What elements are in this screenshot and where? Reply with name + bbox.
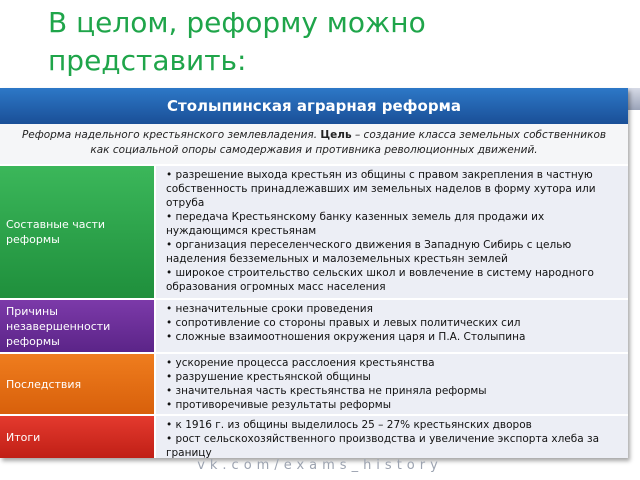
subtitle-goal-text: – создание класса земельных собственников как социальной опоры самодержавия и противника революционных движений. (90, 129, 607, 156)
list-item: • к 1916 г. из общины выделилось 25 – 27% крестьянских дворов (166, 418, 622, 432)
table-subtitle (0, 124, 628, 164)
list-item: • широкое строительство сельских школ и вовлечение в систему народного образования огромных масс населения (166, 266, 622, 294)
window-edge (628, 88, 640, 110)
list-item: • передача Крестьянскому банку казенных земель для продажи их нуждающимся крестьянам (166, 210, 622, 238)
list-item: • разрешение выхода крестьян из общины с правом закрепления в частную собственность принадлежавших им земельных наделов в форму хутора или отруба (166, 168, 622, 210)
row-items (154, 416, 628, 458)
list-item: • сопротивление со стороны правых и левых политических сил (166, 316, 622, 330)
list-item: • разрушение крестьянской общины (166, 370, 622, 384)
row-items (154, 354, 628, 414)
list-item: • ускорение процесса расслоения крестьянства (166, 356, 622, 370)
row-category: Итоги (0, 416, 154, 458)
list-item: • незначительные сроки проведения (166, 302, 622, 316)
table-row (0, 352, 628, 414)
list-item: • организация переселенческого движения в Западную Сибирь с целью наделения безземельных и малоземельных крестьян землей (166, 238, 622, 266)
list-item: • противоречивые результаты реформы (166, 398, 622, 412)
table-row (0, 164, 628, 298)
list-item: • рост сельскохозяйственного производства и увеличение экспорта хлеба за границу (166, 432, 622, 460)
table-header: Столыпинская аграрная реформа (0, 88, 628, 124)
row-items (154, 166, 628, 298)
list-item: • сложные взаимоотношения окружения царя и П.А. Столыпина (166, 330, 622, 344)
subtitle-prefix: Реформа надельного крестьянского землевладения. (21, 129, 318, 141)
table-row (0, 298, 628, 352)
row-category: Последствия (0, 354, 154, 414)
row-category: Причины незавершенности реформы (0, 300, 154, 352)
row-category: Составные части реформы (0, 166, 154, 298)
reform-table (0, 88, 628, 458)
subtitle-goal-label: Цель (320, 129, 352, 141)
watermark: vk.com/exams_history (197, 458, 443, 473)
slide-title: В целом, реформу можно представить: (48, 6, 426, 77)
table-row (0, 414, 628, 458)
row-items (154, 300, 628, 352)
list-item: • значительная часть крестьянства не приняла реформы (166, 384, 622, 398)
